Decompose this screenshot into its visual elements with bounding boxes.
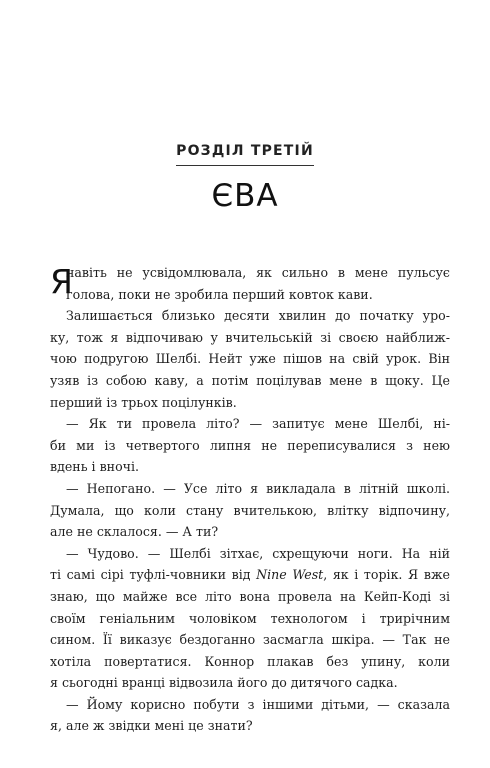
text-line: знаю, що майже все літо вона провела на Кейп-Коді зі — [50, 588, 450, 604]
chapter-divider — [176, 165, 314, 166]
text-line: Думала, що коли стану вчителькою, влітку відпочину, — [50, 502, 450, 518]
text-line: я, але ж звідки мені це знати? — [50, 718, 253, 734]
text-line: своїм геніальним чоловіком технологом і трирічним — [50, 610, 450, 626]
drop-cap: Я — [50, 262, 73, 301]
text-line: я сьогодні вранці відвозила його до дитячого садка. — [50, 675, 398, 691]
text-line: сином. Її виказує бездоганно засмагла шкіра. — Так не — [50, 632, 450, 648]
brand-name: Nine West — [256, 567, 324, 583]
text-line: Залишається близько десяти хвилин до початку уро- — [66, 308, 450, 324]
text-line: ті самі сірі туфлі-човники від Nine West, як і торік. Я вже — [50, 567, 450, 583]
text-line: — Йому корисно побути з іншими дітьми, — сказала — [66, 696, 450, 712]
text-line: Я навіть не усвідомлювала, як сильно в мене пульсує — [50, 262, 450, 301]
text-line: би ми із четвертого липня не переписувалися з нею — [50, 437, 450, 453]
text-line: голова, поки не зробила перший ковток кави. — [66, 286, 373, 302]
text-line: чою подругою Шелбі. Нейт уже пішов на свій урок. Він — [50, 351, 450, 367]
text-line: — Непогано. — Усе літо я викладала в літній школі. — [66, 480, 450, 496]
text-line: але не склалося. — А ти? — [50, 524, 219, 540]
text-line: — Як ти провела літо? — запитує мене Шелбі, ні- — [66, 416, 450, 432]
text-line: перший із трьох поцілунків. — [50, 394, 237, 410]
text-line: узяв із собою каву, а потім поцілував мене в щоку. Це — [50, 372, 450, 388]
text-line: ку, тож я відпочиваю у вчительській зі своєю найближ- — [50, 329, 450, 345]
text-line: вдень і вночі. — [50, 459, 140, 475]
text-line: — Чудово. — Шелбі зітхає, схрещуючи ноги. На ній — [66, 545, 450, 561]
chapter-body — [50, 262, 450, 737]
text-line: хотіла повертатися. Коннор плакав без упину, коли — [50, 653, 450, 669]
chapter-title: ЄВА — [211, 178, 279, 214]
chapter-label: РОЗДІЛ ТРЕТІЙ — [176, 143, 314, 159]
